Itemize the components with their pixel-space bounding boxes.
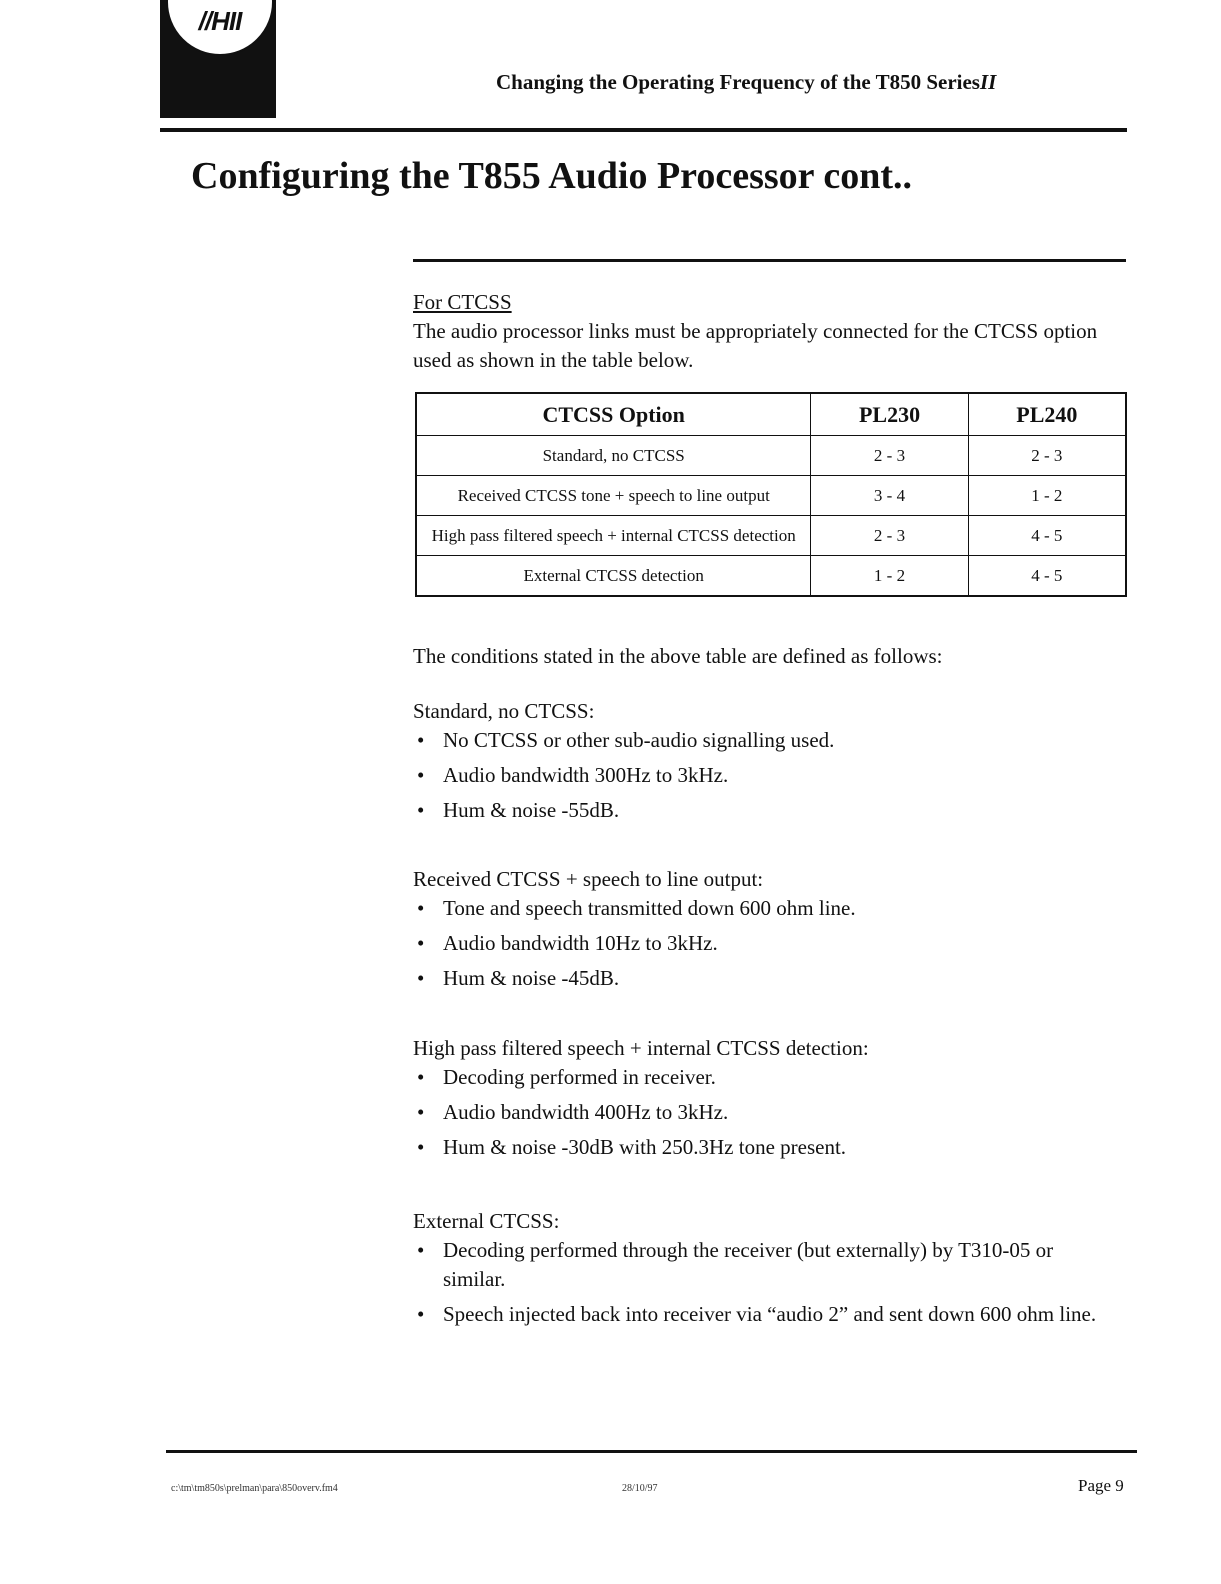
table-cell-pl240: 4 - 5 <box>968 516 1126 556</box>
company-logo <box>160 0 276 118</box>
footer-page-number: Page 9 <box>1078 1476 1124 1495</box>
footer-file-path: c:\tm\tm850s\prelman\para\850overv.fm4 <box>171 1483 338 1494</box>
section-rule <box>413 259 1126 262</box>
bullet-item: • Hum & noise -55dB. <box>413 796 1128 825</box>
condition-title: High pass filtered speech + internal CTCSS detection: <box>413 1036 869 1060</box>
table-header-row <box>416 393 1126 436</box>
table-cell-option: External CTCSS detection <box>416 556 811 597</box>
condition-block-received <box>413 865 1128 999</box>
section-intro-text: The audio processor links must be appropriately connected for the CTCSS option used as shown in the table below. <box>413 319 1098 372</box>
table-cell-option: Received CTCSS tone + speech to line output <box>416 476 811 516</box>
condition-bullets <box>413 1236 1103 1329</box>
bullet-item: • Tone and speech transmitted down 600 ohm line. <box>413 894 1128 923</box>
bullet-item: • Hum & noise -30dB with 250.3Hz tone present. <box>413 1133 1128 1162</box>
page-title: Configuring the T855 Audio Processor cont.. <box>191 155 912 197</box>
bullet-item: • Decoding performed in receiver. <box>413 1063 1128 1092</box>
bullet-item: • Audio bandwidth 300Hz to 3kHz. <box>413 761 1128 790</box>
table-cell-pl240: 2 - 3 <box>968 436 1126 476</box>
column-header-pl230: PL230 <box>811 393 968 436</box>
running-head-text: Changing the Operating Frequency of the T850 Series <box>496 70 980 94</box>
table-cell-option: High pass filtered speech + internal CTCSS detection <box>416 516 811 556</box>
condition-block-standard <box>413 697 1128 831</box>
table-cell-pl230: 1 - 2 <box>811 556 968 597</box>
table-cell-pl230: 3 - 4 <box>811 476 968 516</box>
condition-title: Received CTCSS + speech to line output: <box>413 867 764 891</box>
header-rule <box>160 128 1127 132</box>
table-cell-pl240: 1 - 2 <box>968 476 1126 516</box>
condition-title: Standard, no CTCSS: <box>413 699 595 723</box>
running-head <box>496 70 996 95</box>
condition-block-high-pass <box>413 1034 1128 1168</box>
table-row <box>416 556 1126 597</box>
bullet-item: • Decoding performed through the receiver (but externally) by T310-05 or similar. <box>413 1236 1103 1294</box>
running-head-suffix: II <box>979 70 997 94</box>
table-row <box>416 436 1126 476</box>
table-row <box>416 476 1126 516</box>
bullet-item: • No CTCSS or other sub-audio signalling used. <box>413 726 1128 755</box>
condition-title: External CTCSS: <box>413 1209 560 1233</box>
footer-date: 28/10/97 <box>622 1483 658 1494</box>
table-row <box>416 516 1126 556</box>
table-cell-pl230: 2 - 3 <box>811 436 968 476</box>
column-header-ctcss-option: CTCSS Option <box>416 393 811 436</box>
bullet-item: • Audio bandwidth 400Hz to 3kHz. <box>413 1098 1128 1127</box>
conditions-intro: The conditions stated in the above table are defined as follows: <box>413 644 943 668</box>
condition-bullets <box>413 726 1128 825</box>
footer-rule <box>166 1450 1137 1453</box>
section-intro <box>413 288 1128 375</box>
section-subheading: For CTCSS <box>413 290 512 314</box>
ctcss-link-table <box>415 392 1127 597</box>
bullet-item: • Audio bandwidth 10Hz to 3kHz. <box>413 929 1128 958</box>
bullet-item: • Speech injected back into receiver via “audio 2” and sent down 600 ohm line. <box>413 1300 1103 1329</box>
condition-bullets <box>413 1063 1128 1162</box>
logo-emblem <box>166 0 274 56</box>
condition-block-external <box>413 1207 1128 1335</box>
table-cell-option: Standard, no CTCSS <box>416 436 811 476</box>
condition-bullets <box>413 894 1128 993</box>
table-cell-pl230: 2 - 3 <box>811 516 968 556</box>
logo-text: //HII <box>198 6 242 36</box>
table-cell-pl240: 4 - 5 <box>968 556 1126 597</box>
bullet-item: • Hum & noise -45dB. <box>413 964 1128 993</box>
column-header-pl240: PL240 <box>968 393 1126 436</box>
